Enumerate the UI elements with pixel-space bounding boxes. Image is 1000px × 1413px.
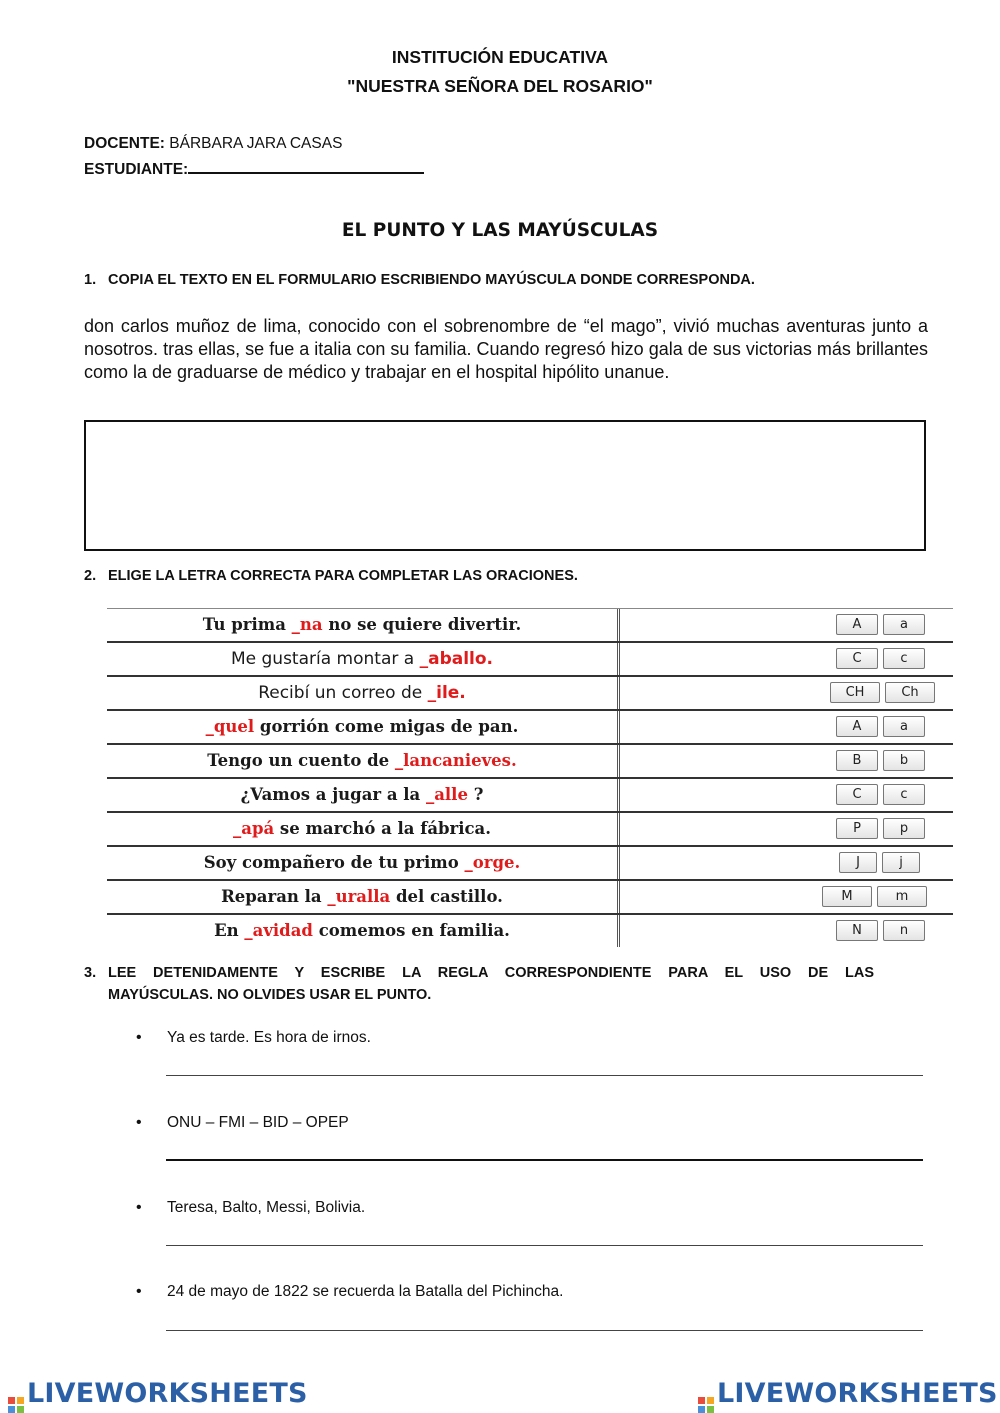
section1-number: 1.: [84, 272, 97, 288]
sentence-text: del castillo.: [390, 887, 503, 906]
answer-cell: [620, 779, 953, 811]
sentence-cell: [107, 745, 617, 777]
sentence-cell: [107, 711, 617, 743]
sentence-cell: [107, 813, 617, 845]
sentence-text: ?: [467, 785, 484, 804]
sentence-cell: [107, 643, 617, 675]
sentence-blank: _na: [291, 615, 323, 634]
sentence-blank: _quel: [205, 717, 255, 736]
sentence-cell: [107, 915, 617, 947]
rule-item-text: ONU – FMI – BID – OPEP: [167, 1114, 349, 1131]
estudiante-blank: [188, 158, 424, 174]
estudiante-line: [84, 158, 424, 179]
letter-choice-table: [107, 608, 953, 947]
rule-item-text: Teresa, Balto, Messi, Bolivia.: [167, 1199, 366, 1216]
option-button[interactable]: M: [822, 886, 872, 907]
bullet-icon: •: [136, 1029, 142, 1046]
sentence-blank: _aballo.: [419, 649, 493, 669]
answer-cell: [620, 643, 953, 675]
answer-cell: [620, 847, 953, 879]
table-row: [107, 813, 953, 847]
bullet-icon: •: [136, 1114, 142, 1131]
sentence-text: comemos en familia.: [312, 921, 510, 940]
option-button[interactable]: n: [883, 920, 925, 941]
sentence-text: En: [214, 921, 245, 940]
institution-subtitle: "NUESTRA SEÑORA DEL ROSARIO": [347, 76, 653, 96]
sentence-blank: _lancanieves.: [394, 751, 517, 770]
table-row: [107, 779, 953, 813]
sentence-text: gorrión come migas de pan.: [254, 717, 519, 736]
section3-heading: [84, 965, 874, 981]
section2-heading: [84, 568, 884, 584]
option-button[interactable]: CH: [830, 682, 880, 703]
sentence-cell: [107, 881, 617, 913]
option-button[interactable]: C: [836, 648, 878, 669]
docente-label: DOCENTE:: [84, 135, 165, 152]
table-row: [107, 847, 953, 881]
answer-cell: [620, 609, 953, 641]
sentence-blank: _apá: [233, 819, 275, 838]
sentence-text: Tengo un cuento de: [207, 751, 395, 770]
option-button[interactable]: P: [836, 818, 878, 839]
section1-passage: don carlos muñoz de lima, conocido con el sobrenombre de “el mago”, vivió muchas aventuras junto a nosotros. tras ellas, se fue a italia con su familia. Cuando regresó hizo gala de sus victorias más brillantes como la de graduarse de médico y trabajar en el hospital hipólito unanue.: [84, 316, 928, 382]
rule-item-4: [136, 1283, 936, 1301]
sentence-text: Recibí un correo de: [258, 683, 428, 703]
logo-squares-icon: [698, 1397, 714, 1413]
rule-item-3: [136, 1199, 936, 1217]
page-title: EL PUNTO Y LAS MAYÚSCULAS: [341, 220, 659, 241]
sentence-text: se marchó a la fábrica.: [274, 819, 491, 838]
answer-cell: [620, 745, 953, 777]
footer-logo-right[interactable]: [698, 1378, 998, 1413]
option-button[interactable]: C: [836, 784, 878, 805]
sentence-blank: _avidad: [244, 921, 313, 940]
sentence-blank: _orge.: [464, 853, 521, 872]
sentence-cell: [107, 609, 617, 641]
brand-text: LIVEWORKSHEETS: [27, 1378, 308, 1409]
option-button[interactable]: Ch: [885, 682, 935, 703]
rule-item-2: [136, 1114, 936, 1132]
institution-name: INSTITUCIÓN EDUCATIVA: [391, 47, 609, 67]
bullet-icon: •: [136, 1283, 142, 1300]
sentence-cell: [107, 779, 617, 811]
option-button[interactable]: c: [883, 784, 925, 805]
table-row: [107, 915, 953, 947]
answer-cell: [620, 711, 953, 743]
option-button[interactable]: j: [882, 852, 920, 873]
table-row: [107, 643, 953, 677]
option-button[interactable]: a: [883, 716, 925, 737]
answer-cell: [620, 813, 953, 845]
option-button[interactable]: A: [836, 716, 878, 737]
rule-item-1: [136, 1029, 936, 1047]
option-button[interactable]: B: [836, 750, 878, 771]
section3-heading-cont: MAYÚSCULAS. NO OLVIDES USAR EL PUNTO.: [108, 987, 432, 1003]
option-button[interactable]: A: [836, 614, 878, 635]
logo-squares-icon: [8, 1397, 24, 1413]
option-button[interactable]: m: [877, 886, 927, 907]
table-row: [107, 711, 953, 745]
sentence-blank: _ile.: [427, 683, 466, 703]
sentence-text: ¿Vamos a jugar a la: [240, 785, 426, 804]
sentence-text: no se quiere divertir.: [322, 615, 522, 634]
option-button[interactable]: p: [883, 818, 925, 839]
answer-cell: [620, 677, 953, 709]
rule-answer-line-4[interactable]: [166, 1330, 923, 1331]
rule-answer-line-2[interactable]: [166, 1159, 923, 1161]
sentence-text: Reparan la: [221, 887, 328, 906]
estudiante-label: ESTUDIANTE:: [84, 161, 189, 178]
option-button[interactable]: b: [883, 750, 925, 771]
sentence-cell: [107, 847, 617, 879]
table-row: [107, 677, 953, 711]
bullet-icon: •: [136, 1199, 142, 1216]
answer-cell: [620, 915, 953, 947]
rule-answer-line-3[interactable]: [166, 1245, 923, 1246]
sentence-blank: _alle: [425, 785, 468, 804]
rule-answer-line-1[interactable]: [166, 1075, 923, 1076]
section2-heading-text: ELIGE LA LETRA CORRECTA PARA COMPLETAR LAS ORACIONES.: [108, 568, 578, 584]
option-button[interactable]: a: [883, 614, 925, 635]
brand-text: LIVEWORKSHEETS: [717, 1378, 998, 1409]
table-row: [107, 881, 953, 915]
section2-number: 2.: [84, 568, 97, 584]
table-row: [107, 608, 953, 643]
sentence-text: Soy compañero de tu primo: [203, 853, 465, 872]
answer-cell: [620, 881, 953, 913]
footer-logo-left[interactable]: [8, 1378, 308, 1413]
table-row: [107, 745, 953, 779]
sentence-text: Tu prima: [202, 615, 292, 634]
section1-heading: [84, 272, 884, 288]
section1-heading-text: COPIA EL TEXTO EN EL FORMULARIO ESCRIBIENDO MAYÚSCULA DONDE CORRESPONDA.: [108, 272, 755, 288]
copy-text-input[interactable]: [84, 420, 926, 551]
option-button[interactable]: c: [883, 648, 925, 669]
section3-number: 3.: [84, 965, 97, 981]
sentence-blank: _uralla: [327, 887, 391, 906]
docente-line: [84, 135, 342, 153]
rule-item-text: Ya es tarde. Es hora de irnos.: [167, 1029, 371, 1046]
section3-heading-line1: LEE DETENIDAMENTE Y ESCRIBE LA REGLA CORRESPONDIENTE PARA EL USO DE LAS: [108, 965, 874, 981]
rule-item-text: 24 de mayo de 1822 se recuerda la Batalla del Pichincha.: [167, 1283, 564, 1300]
option-button[interactable]: N: [836, 920, 878, 941]
sentence-text: Me gustaría montar a: [230, 649, 420, 669]
docente-value: BÁRBARA JARA CASAS: [169, 135, 343, 152]
sentence-cell: [107, 677, 617, 709]
option-button[interactable]: J: [839, 852, 877, 873]
